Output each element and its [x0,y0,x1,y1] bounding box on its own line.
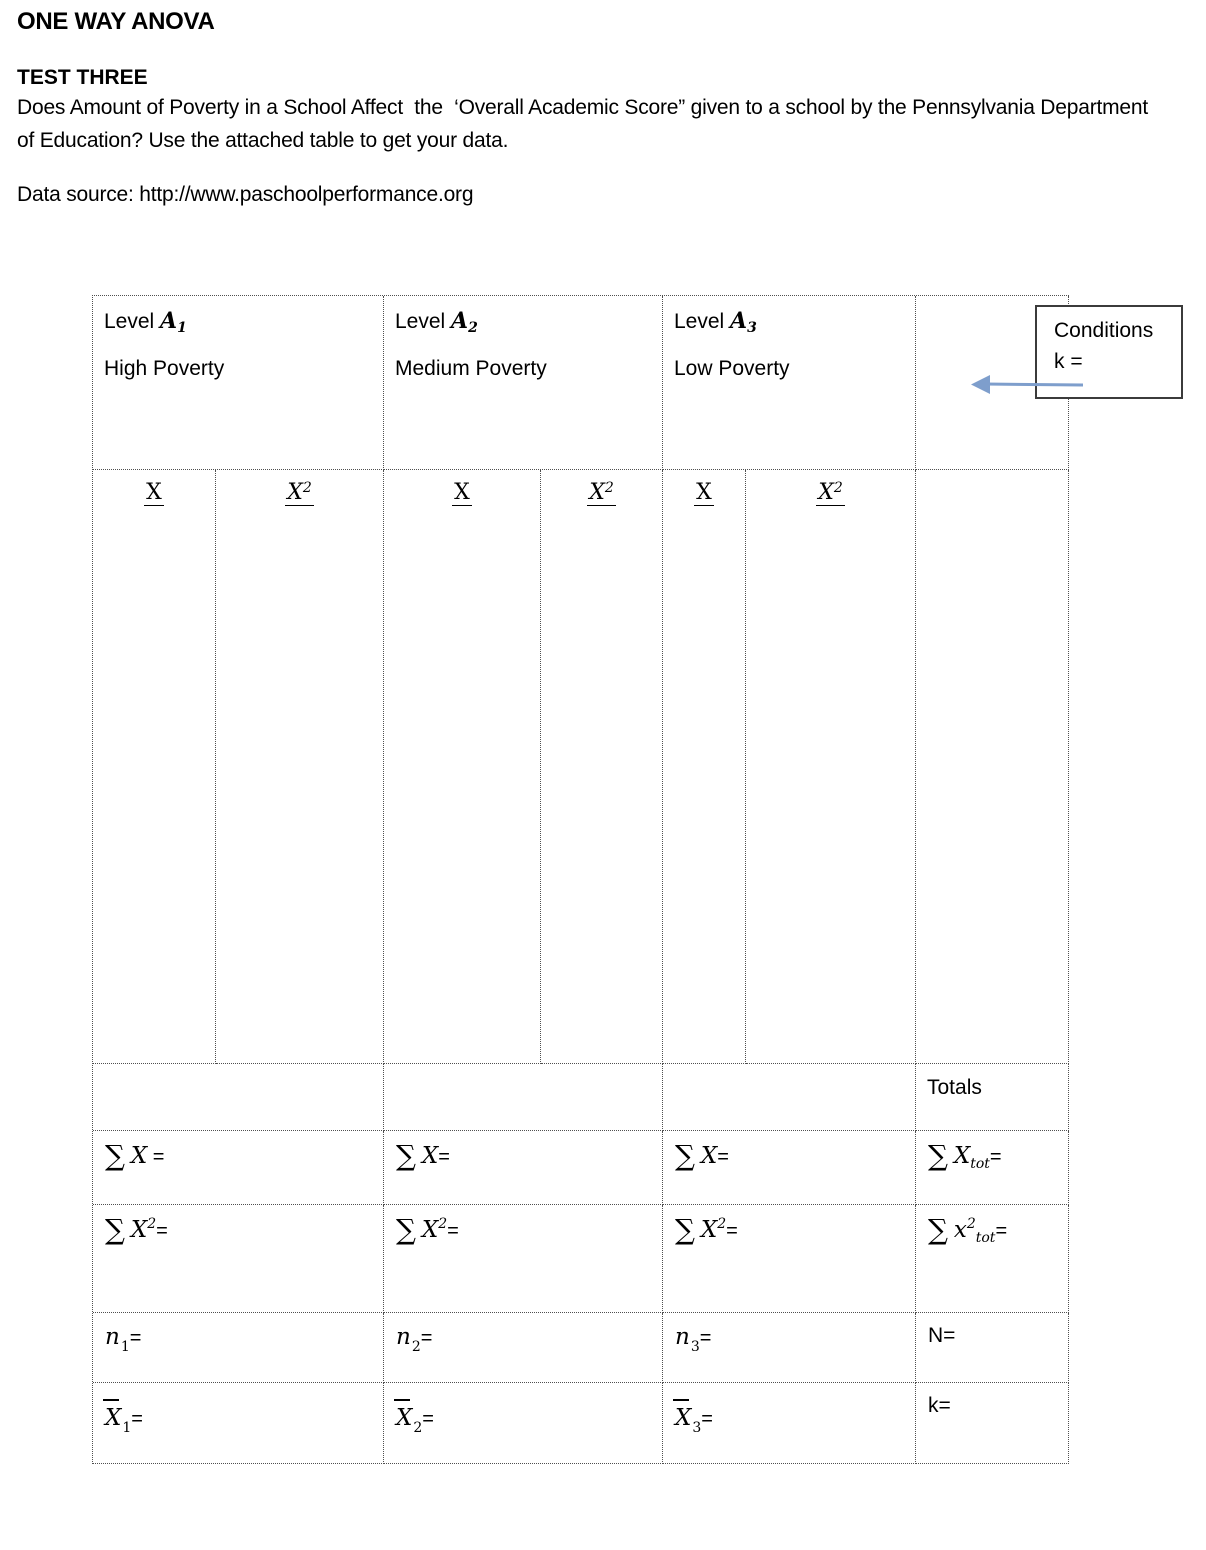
level-a2-header-cell [384,296,663,470]
totals-label-cell [916,1064,1069,1131]
a3-blank-cell [663,1064,916,1131]
k-label: k= [928,1394,951,1417]
totals-sum-x2-cell: ∑ $x^2_{tot}=$ [916,1205,1069,1313]
x-column-label: X [454,480,470,505]
a3-mean-cell: $X_3=$ [663,1383,916,1464]
totals-label: Totals [927,1076,982,1099]
a1-n-cell: $n_1=$ [93,1313,384,1383]
x-squared-column-label: $X^2$ [589,480,614,505]
a2-n-cell: $n_2=$ [384,1313,663,1383]
anova-table [92,295,1069,1464]
a2-mean-cell: $X_2=$ [384,1383,663,1464]
conditions-title: Conditions [1054,319,1154,342]
big-n-label: N= [928,1324,956,1347]
a3-sum-x2-cell: ∑ $X^2=$ [663,1205,916,1313]
a1-x2-column-cell [216,470,384,1064]
level-a1-name: High Poverty [104,357,225,380]
x-squared-column-label: $X^2$ [818,480,843,505]
totals-sum-x-cell: ∑ $X_{tot}=$ [916,1131,1069,1205]
a1-x-column-cell [93,470,216,1064]
totals-n-cell [916,1313,1069,1383]
a2-blank-cell [384,1064,663,1131]
data-source-line: Data source: http://www.paschoolperformance.org [17,183,474,206]
a1-sum-x2-cell: ∑ $X^2=$ [93,1205,384,1313]
level-a3-symbol: A [730,308,748,334]
question-line-1: Does Amount of Poverty in a School Affect the ‘Overall Academic Score” given to a school by the Pennsylvania Department [17,96,1149,119]
x-column-label: X [146,480,162,505]
a1-sum-x-cell: ∑ X = [93,1131,384,1205]
a2-x2-column-cell [541,470,663,1064]
a3-n-cell: $n_3=$ [663,1313,916,1383]
a3-x-column-cell [663,470,746,1064]
doc-title: ONE WAY ANOVA [17,8,215,35]
level-a1-header-cell [93,296,384,470]
level-a2-symbol: A [451,308,469,334]
x-squared-column-label: $X^2$ [287,480,312,505]
level-a3-name: Low Poverty [674,357,790,380]
a1-mean-cell: $X_1=$ [93,1383,384,1464]
x-column-label: X [696,480,712,505]
conditions-k-label: k = [1054,350,1083,373]
level-a1-title: Level A1 [104,308,187,336]
test-heading: TEST THREE [17,66,148,89]
a3-x2-column-cell [746,470,916,1064]
a3-sum-x-cell: ∑ X= [663,1131,916,1205]
a2-x-column-cell [384,470,541,1064]
a2-sum-x2-cell: ∑ $X^2=$ [384,1205,663,1313]
left-arrow-icon [965,371,1090,399]
totals-k-cell [916,1383,1069,1464]
question-line-2: of Education? Use the attached table to get your data. [17,129,509,152]
level-a3-title: Level A3 [674,308,757,336]
level-a2-name: Medium Poverty [395,357,547,380]
level-a3-header-cell [663,296,916,470]
a1-blank-cell [93,1064,384,1131]
totals-data-spacer-cell [916,470,1069,1064]
level-a1-symbol: A [160,308,178,334]
level-a2-title: Level A2 [395,308,478,336]
a2-sum-x-cell: ∑ X= [384,1131,663,1205]
